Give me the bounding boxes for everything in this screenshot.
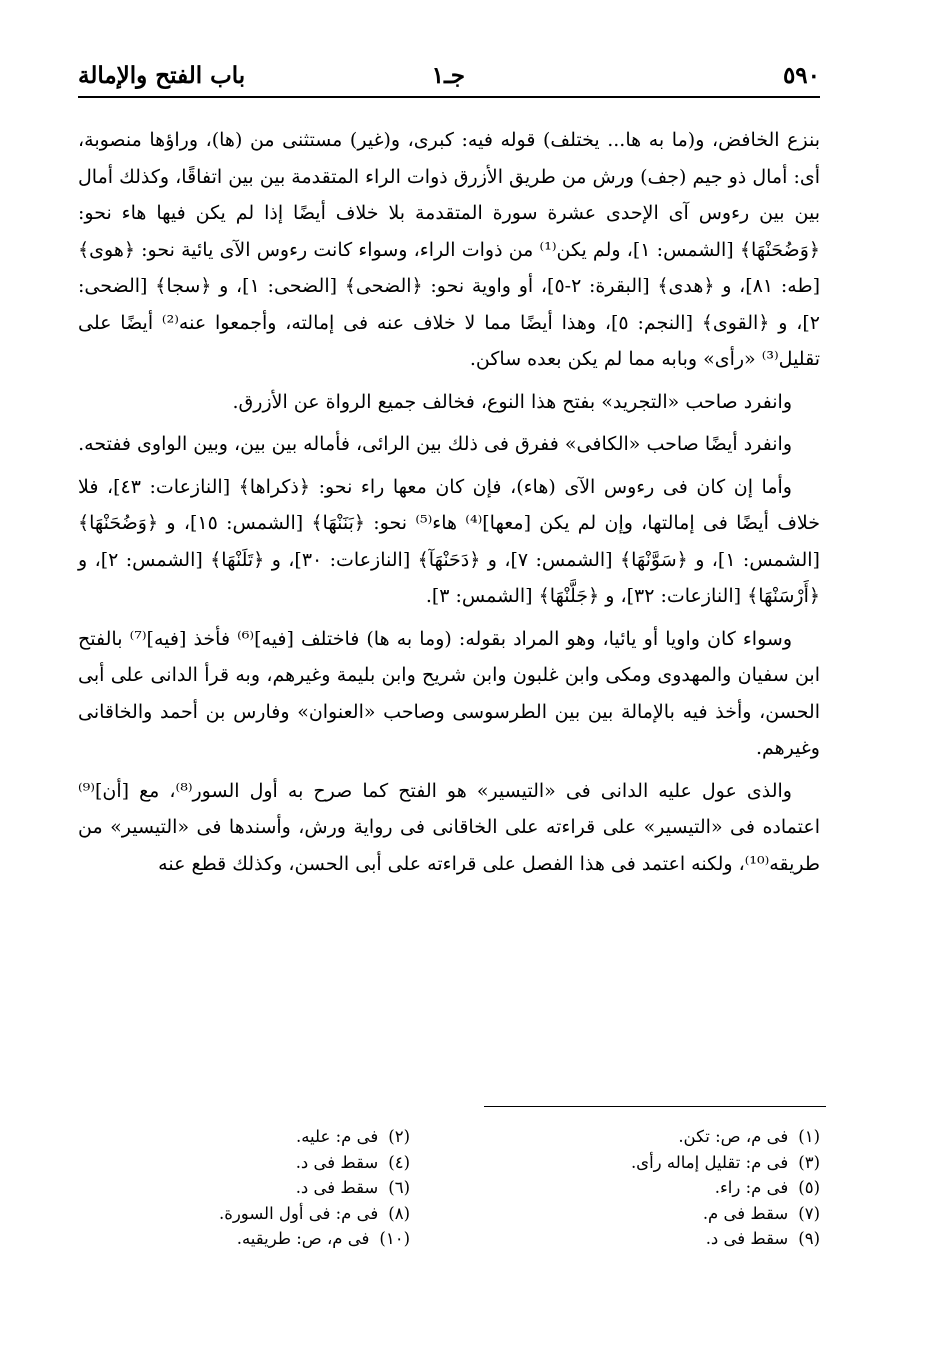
footnote: (٢)فى م: عليه. [295, 1127, 410, 1146]
footnote: (٧)سقط فى م. [702, 1203, 820, 1223]
footnote: (٣)فى م: تقليل إماله رأى. [630, 1152, 820, 1172]
footnotes-column-left [10, 1124, 410, 1252]
page-header [78, 58, 820, 98]
volume-label: جـ١ [431, 62, 465, 89]
footnote: (٩)سقط فى د. [705, 1229, 820, 1248]
footnote: (٤)سقط فى د. [295, 1152, 410, 1172]
footnote-separator [484, 1106, 826, 1107]
paragraph: وانفرد أيضًا صاحب «الكافى» ففرق فى ذلك بين الرائى، فأماله بين بين، وبين الواوى ففتحه. [78, 433, 792, 455]
paragraph: وسواء كان واويا أو يائيا، وهو المراد بقوله: (وما به ها) فاختلف [فيه]⁽⁶⁾ فأخذ [فيه]⁽⁷⁾ بالفتح ابن سفيان والمهدوى ومكى وابن غلبون وابن شريح وابن بليمة وغيرهم، وبه قرأ الدانى على أبى الحسن، وأخذ فيه بالإمالة بين بين الطرسوسى وصاحب «العنوان» وفارس بن أحمد والخاقانى وغيرهم. [78, 627, 821, 759]
footnote: (١)فى م، ص: تكن. [678, 1127, 820, 1146]
chapter-title: باب الفتح والإمالة [78, 62, 246, 89]
footnotes-column-right [420, 1124, 820, 1252]
paragraph: وأما إن كان فى رءوس الآى (هاء)، فإن كان معها راء نحو: ﴿ذكراها﴾ [النازعات: ٤٣]، فلا خلاف أيضًا فى إمالتها، وإن لم يكن [معها]⁽⁴⁾ هاء⁽⁵⁾ نحو: ﴿بَنَنْهَا﴾ [الشمس: ١٥]، و ﴿وَضُحَنْهَا﴾ [الشمس: ١]، و ﴿سَوَّنْهَا﴾ [الشمس: ٧]، و ﴿دَحَنْهَآ﴾ [النازعات: ٣٠]، و ﴿تَلَنْهَا﴾ [الشمس: ٢]، و ﴿أَرْسَنْهَا﴾ [النازعات: ٣٢]، و ﴿جَلَّنْهَا﴾ [الشمس: ٣]. [78, 475, 820, 607]
paragraph: والذى عول عليه الدانى فى «التيسير» هو الفتح كما صرح به أول السور⁽⁸⁾، مع [أن]⁽⁹⁾ اعتماده فى «التيسير» على قراءته على الخاقانى فى رواية ورش، وأسندها فى «التيسير» من طريقه⁽¹⁰⁾، ولكنه اعتمد فى هذا الفصل على قراءته على أبى الحسن، وكذلك قطع عنه [78, 779, 820, 875]
paragraph: بنزع الخافض، و(ما به ها... يختلف) قوله فيه: كبرى، و(غير) مستثنى من (ها)، وراؤها منصوبة، أى: أمال ذو جيم (جف) ورش من طريق الأزرق ذوات الراء المتقدمة بين بين اتفاقًا، وكذلك أمال بين بين رءوس آى الإحدى عشرة سورة المتقدمة بلا خلاف أيضًا إذا لم يكن فيها هاء نحو: ﴿وَضُحَنْهَا﴾ [الشمس: ١]، ولم يكن⁽¹⁾ من ذوات الراء، وسواء كانت رءوس الآى يائية نحو: ﴿هوى﴾ [طه: ٨١]، و ﴿هدى﴾ [البقرة: ٢-٥]، أو واوية نحو: ﴿الضحى﴾ [الضحى: ١]، و ﴿سجا﴾ [الضحى: ٢]، و ﴿القوى﴾ [النجم: ٥]، وهذا أيضًا مما لا خلاف عنه فى إمالته، وأجمعوا عنه⁽²⁾ أيضًا على تقليل⁽³⁾ «رأى» وبابه مما لم يكن بعده ساكن. [78, 129, 821, 370]
footnote: (١٠)فى م، ص: طريقيه. [236, 1229, 410, 1248]
main-text [78, 122, 820, 888]
footnote: (٦)سقط فى د. [295, 1178, 410, 1197]
footnote: (٨)فى م: فى أول السورة. [218, 1203, 410, 1223]
paragraph: وانفرد صاحب «التجريد» بفتح هذا النوع، فخالف جميع الرواة عن الأزرق. [232, 390, 792, 413]
footnotes [78, 1124, 820, 1274]
footnote: (٥)فى م: راء. [714, 1178, 820, 1197]
page-number: ٥٩٠ [782, 62, 820, 89]
